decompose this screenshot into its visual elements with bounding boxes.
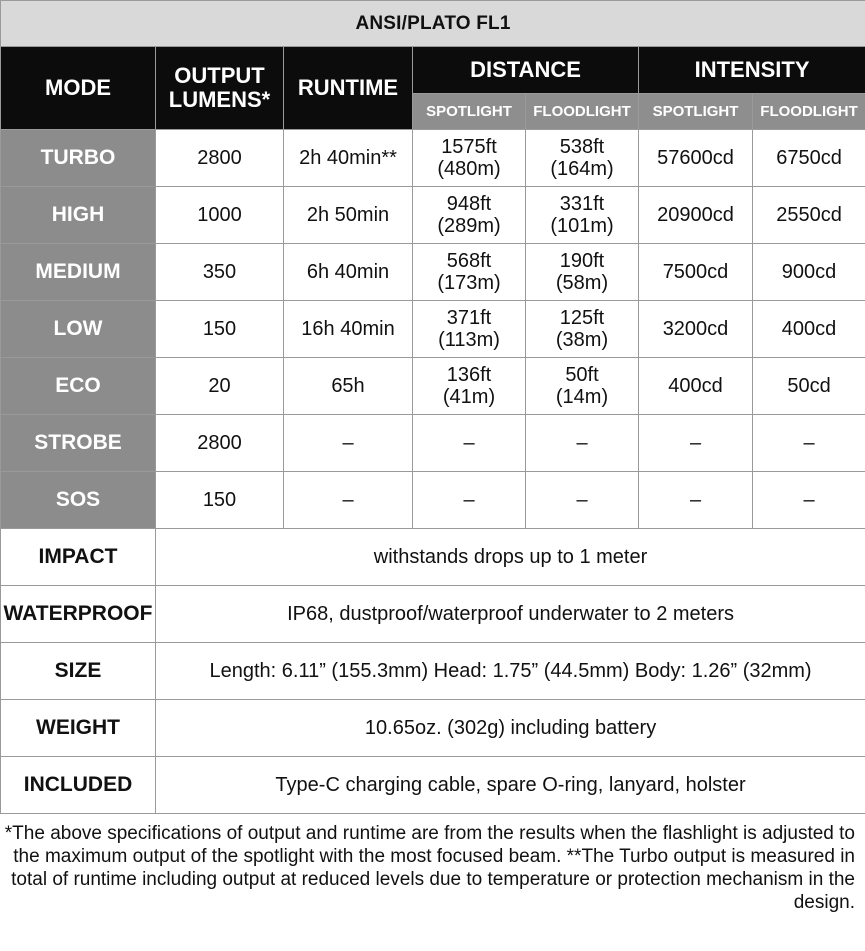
distance-spotlight-cell-m: (289m) <box>437 215 501 237</box>
distance-spotlight-cell <box>413 130 526 187</box>
distance-spotlight-cell-ft: 1575ft <box>441 136 497 158</box>
distance-spotlight-cell-ft: 371ft <box>446 307 492 329</box>
footnote: *The above specifications of output and runtime are from the results when the flashlight is adjusted to the maximum output of the spotlight with the most focused beam. **The Turbo output is measured in total of runtime including output at reduced levels due to temperature or protection mechanism in the design. <box>4 823 855 913</box>
spec-label: WEIGHT <box>1 700 156 757</box>
intensity-spotlight-cell: – <box>639 415 753 472</box>
lumens-cell: 2800 <box>156 415 284 472</box>
lumens-cell: 350 <box>156 244 284 301</box>
distance-spotlight-cell <box>413 415 526 472</box>
lumens-cell: 20 <box>156 358 284 415</box>
lumens-cell: 2800 <box>156 130 284 187</box>
runtime-cell: 16h 40min <box>284 301 413 358</box>
intensity-spotlight-cell: – <box>639 472 753 529</box>
header-output <box>156 47 284 130</box>
distance-spotlight-cell-m: (41m) <box>442 386 496 408</box>
spec-row <box>1 757 865 814</box>
distance-floodlight-cell-ft: 190ft <box>559 250 605 272</box>
intensity-spotlight-cell: 3200cd <box>639 301 753 358</box>
spec-label: SIZE <box>1 643 156 700</box>
spec-label: WATERPROOF <box>1 586 156 643</box>
intensity-spotlight-cell: 400cd <box>639 358 753 415</box>
header-mode: MODE <box>1 47 156 130</box>
spec-label: IMPACT <box>1 529 156 586</box>
intensity-floodlight-cell: 50cd <box>753 358 865 415</box>
spec-row <box>1 529 865 586</box>
distance-spotlight-cell-m: (480m) <box>437 158 501 180</box>
header-distance: DISTANCE <box>413 47 639 94</box>
subheader-intensity-floodlight: FLOODLIGHT <box>753 93 865 129</box>
header-output-label: OUTPUT LUMENS* <box>168 63 271 112</box>
distance-spotlight-cell-ft: 948ft <box>446 193 492 215</box>
spec-value: withstands drops up to 1 meter <box>156 529 865 586</box>
intensity-spotlight-cell: 7500cd <box>639 244 753 301</box>
mode-cell: ECO <box>1 358 156 415</box>
spec-value: 10.65oz. (302g) including battery <box>156 700 865 757</box>
intensity-floodlight-cell: 400cd <box>753 301 865 358</box>
distance-floodlight-cell-m: (164m) <box>550 158 614 180</box>
distance-floodlight-cell <box>526 244 639 301</box>
table-row <box>1 244 865 301</box>
intensity-floodlight-cell: – <box>753 415 865 472</box>
distance-spotlight-cell-ft: – <box>463 432 475 454</box>
distance-floodlight-cell <box>526 415 639 472</box>
intensity-spotlight-cell: 57600cd <box>639 130 753 187</box>
subheader-intensity-spotlight: SPOTLIGHT <box>639 93 753 129</box>
intensity-floodlight-cell: 6750cd <box>753 130 865 187</box>
distance-spotlight-cell <box>413 472 526 529</box>
intensity-floodlight-cell: – <box>753 472 865 529</box>
subheader-distance-floodlight: FLOODLIGHT <box>526 93 639 129</box>
mode-cell: LOW <box>1 301 156 358</box>
mode-cell: HIGH <box>1 187 156 244</box>
distance-floodlight-cell <box>526 472 639 529</box>
intensity-floodlight-cell: 2550cd <box>753 187 865 244</box>
mode-cell: TURBO <box>1 130 156 187</box>
spec-row <box>1 586 865 643</box>
runtime-cell: – <box>284 472 413 529</box>
intensity-floodlight-cell: 900cd <box>753 244 865 301</box>
distance-floodlight-cell <box>526 130 639 187</box>
lumens-cell: 150 <box>156 301 284 358</box>
lumens-cell: 150 <box>156 472 284 529</box>
spec-value: Type-C charging cable, spare O-ring, lanyard, holster <box>156 757 865 814</box>
distance-spotlight-cell-ft: 568ft <box>446 250 492 272</box>
table-row <box>1 358 865 415</box>
spec-row <box>1 700 865 757</box>
lumens-cell: 1000 <box>156 187 284 244</box>
spec-row <box>1 643 865 700</box>
table-row <box>1 472 865 529</box>
distance-spotlight-cell-m: (173m) <box>437 272 501 294</box>
spec-value: Length: 6.11” (155.3mm) Head: 1.75” (44.5mm) Body: 1.26” (32mm) <box>156 643 865 700</box>
distance-spotlight-cell <box>413 244 526 301</box>
distance-floodlight-cell-m: (14m) <box>555 386 609 408</box>
spec-label: INCLUDED <box>1 757 156 814</box>
header-intensity: INTENSITY <box>639 47 865 94</box>
distance-floodlight-cell-ft: 331ft <box>559 193 605 215</box>
distance-floodlight-cell-m: (101m) <box>550 215 614 237</box>
distance-floodlight-cell-ft: 125ft <box>559 307 605 329</box>
distance-floodlight-cell-ft: 538ft <box>559 136 605 158</box>
mode-cell: MEDIUM <box>1 244 156 301</box>
intensity-spotlight-cell: 20900cd <box>639 187 753 244</box>
distance-spotlight-cell-ft: 136ft <box>446 364 492 386</box>
distance-floodlight-cell-m: (38m) <box>555 329 609 351</box>
distance-spotlight-cell <box>413 301 526 358</box>
mode-cell: STROBE <box>1 415 156 472</box>
distance-spotlight-cell-ft: – <box>463 489 475 511</box>
table-row <box>1 130 865 187</box>
distance-floodlight-cell-ft: 50ft <box>565 364 599 386</box>
runtime-cell: 2h 40min** <box>284 130 413 187</box>
table-title: ANSI/PLATO FL1 <box>1 1 865 47</box>
distance-spotlight-cell-m: (113m) <box>438 329 500 351</box>
header-row <box>1 47 865 94</box>
runtime-cell: 65h <box>284 358 413 415</box>
distance-floodlight-cell-m: (58m) <box>555 272 609 294</box>
runtime-cell: 2h 50min <box>284 187 413 244</box>
distance-floodlight-cell <box>526 301 639 358</box>
distance-floodlight-cell <box>526 358 639 415</box>
table-row <box>1 415 865 472</box>
distance-spotlight-cell <box>413 187 526 244</box>
header-runtime: RUNTIME <box>284 47 413 130</box>
distance-floodlight-cell-ft: – <box>576 489 588 511</box>
runtime-cell: – <box>284 415 413 472</box>
table-row <box>1 301 865 358</box>
spec-value: IP68, dustproof/waterproof underwater to 2 meters <box>156 586 865 643</box>
mode-cell: SOS <box>1 472 156 529</box>
distance-spotlight-cell <box>413 358 526 415</box>
runtime-cell: 6h 40min <box>284 244 413 301</box>
distance-floodlight-cell <box>526 187 639 244</box>
distance-floodlight-cell-ft: – <box>576 432 588 454</box>
table-row <box>1 187 865 244</box>
subheader-distance-spotlight: SPOTLIGHT <box>413 93 526 129</box>
title-row <box>1 1 865 47</box>
